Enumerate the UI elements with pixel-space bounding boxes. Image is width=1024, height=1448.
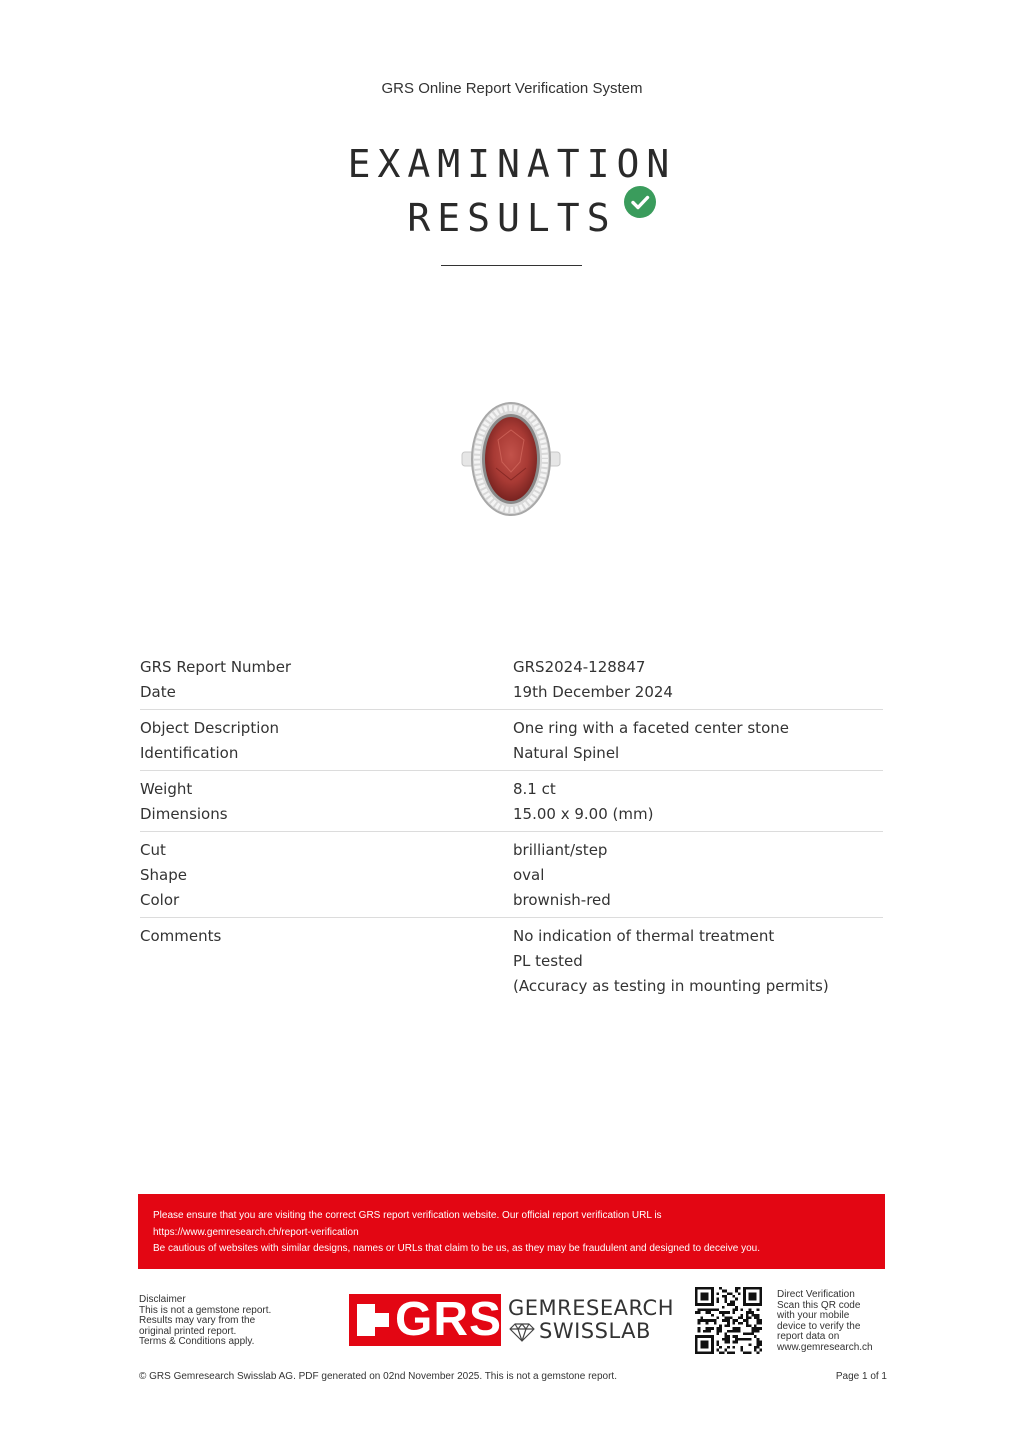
row-label: Cut — [140, 841, 166, 859]
details-group — [140, 655, 883, 710]
report-details-table — [140, 655, 883, 1009]
weight: 8.1 ct — [513, 780, 556, 798]
table-row — [140, 924, 883, 999]
identification: Natural Spinel — [513, 744, 620, 762]
page-number: Page 1 of 1 — [835, 1371, 887, 1382]
direct-verification-line: Scan this QR code — [777, 1299, 861, 1311]
page-title-line1: EXAMINATION — [347, 142, 677, 186]
disclaimer-line: Terms & Conditions apply. — [139, 1336, 255, 1347]
cut: brilliant/step — [513, 841, 608, 859]
system-title: GRS Online Report Verification System — [381, 80, 643, 97]
direct-verification-line: www.gemresearch.ch — [777, 1341, 873, 1353]
report-number: GRS2024-128847 — [513, 658, 646, 676]
shape: oval — [513, 866, 545, 884]
row-label: Object Description — [140, 719, 280, 737]
footer-copyright: © GRS Gemresearch Swisslab AG. PDF generated on 02nd November 2025. This is not a gemstone report. — [139, 1371, 617, 1382]
table-row — [140, 716, 883, 741]
dimensions: 15.00 x 9.00 (mm) — [513, 805, 654, 823]
object-description: One ring with a faceted center stone — [513, 719, 789, 737]
table-row — [140, 838, 883, 863]
disclaimer-line: Results may vary from the — [139, 1315, 256, 1326]
grs-logo — [349, 1292, 674, 1346]
comment-line: (Accuracy as testing in mounting permits) — [513, 977, 829, 995]
row-label: Dimensions — [140, 805, 228, 823]
title-divider — [441, 265, 582, 266]
logo-name-line1: GEMRESEARCH — [508, 1296, 674, 1320]
details-group — [140, 777, 883, 832]
direct-verification-line: with your mobile — [777, 1310, 850, 1321]
table-row — [140, 888, 883, 913]
table-row — [140, 863, 883, 888]
comment-line: No indication of thermal treatment — [513, 927, 775, 945]
table-row — [140, 655, 883, 680]
details-group — [140, 924, 883, 1003]
table-row — [140, 777, 883, 802]
details-group — [140, 716, 883, 771]
table-row — [140, 741, 883, 766]
qr-code[interactable] — [695, 1287, 762, 1354]
report-date: 19th December 2024 — [513, 683, 673, 701]
logo-name-line2: SWISSLAB — [539, 1319, 651, 1343]
table-row — [140, 680, 883, 705]
row-label: GRS Report Number — [140, 658, 292, 676]
grs-logo-text: GRS — [395, 1293, 503, 1346]
swiss-cross-icon — [357, 1304, 389, 1336]
warning-text: Be cautious of websites with similar designs, names or URLs that claim to be us, as they may be fraudulent and designed to deceive you. — [153, 1243, 760, 1254]
disclaimer — [139, 1295, 299, 1348]
warning-text: Please ensure that you are visiting the correct GRS report verification website. Our official report verification URL is — [153, 1210, 662, 1221]
direct-verification-line: device to verify the — [777, 1320, 861, 1332]
page-title-line2: RESULTS — [407, 196, 617, 240]
grs-logo-mark — [349, 1294, 501, 1346]
disclaimer-title: Disclaimer — [139, 1294, 186, 1305]
direct-verification-title: Direct Verification — [777, 1289, 855, 1300]
ring-photo — [460, 400, 562, 518]
row-label: Comments — [140, 927, 222, 945]
row-label: Date — [140, 683, 176, 701]
row-label: Identification — [140, 744, 239, 762]
details-group — [140, 838, 883, 918]
direct-verification — [777, 1290, 887, 1353]
diamond-icon — [508, 1322, 536, 1342]
disclaimer-line: original printed report. — [139, 1325, 237, 1337]
row-label: Weight — [140, 780, 193, 798]
verification-url-link[interactable]: https://www.gemresearch.ch/report-verification — [153, 1226, 359, 1238]
disclaimer-line: This is not a gemstone report. — [139, 1304, 272, 1316]
row-label: Color — [140, 891, 180, 909]
row-label: Shape — [140, 866, 187, 884]
color: brownish-red — [513, 891, 611, 909]
direct-verification-line: report data on — [777, 1331, 840, 1342]
fraud-warning-banner — [138, 1194, 885, 1269]
comment-line: PL tested — [513, 952, 583, 970]
table-row — [140, 802, 883, 827]
check-circle-icon — [624, 186, 656, 218]
comments — [513, 924, 883, 999]
